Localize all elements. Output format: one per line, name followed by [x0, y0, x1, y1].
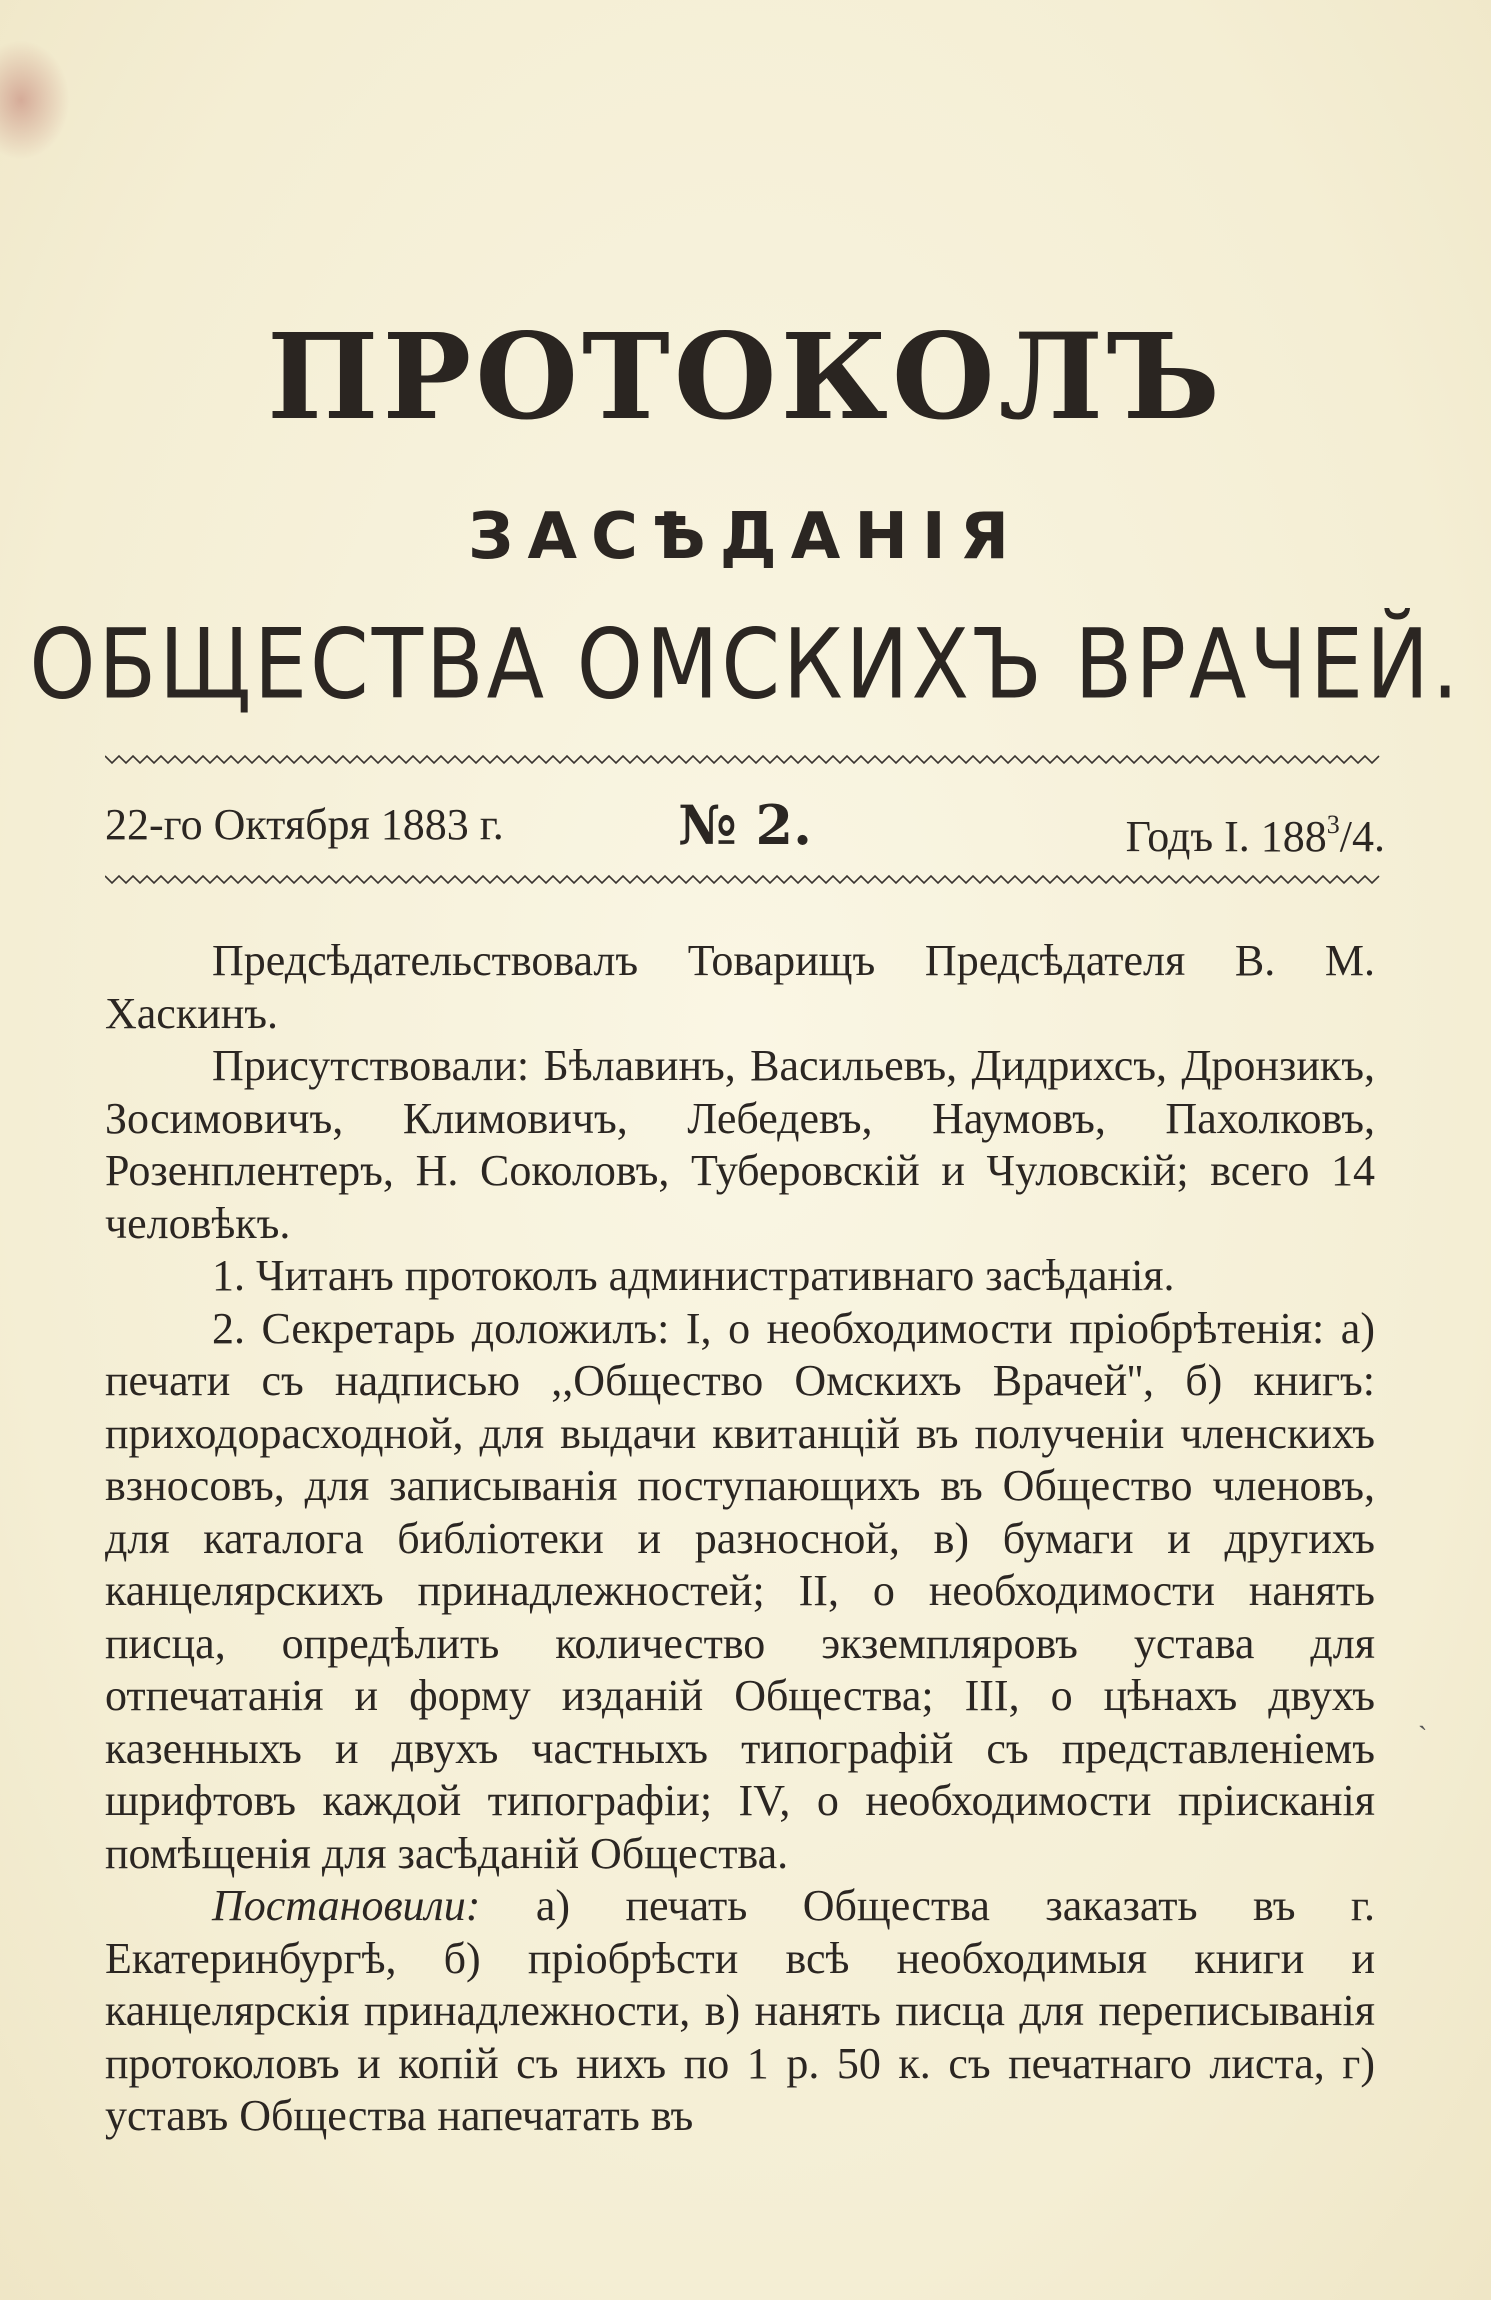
paragraph-resolution: [105, 1880, 1375, 2143]
wavy-rule-bottom: [105, 872, 1385, 888]
document-subtitle: ЗАСѢДАНІЯ: [468, 500, 1023, 574]
paragraph-item-2: 2. Секретарь доложилъ: I, о необходимости пріобрѣтенія: а) печати съ надписью ,,Общество Омскихъ Врачей'', б) книгъ: приходорасходной, для выдачи квитанцій въ полученіи членскихъ взносовъ, для записыванія поступающихъ въ Общество членовъ, для каталога библіотеки и разносной, в) бумаги и другихъ канцелярскихъ принадлежностей; II, о необходимости нанять писца, опредѣлить количество экземпляровъ устава для отпечатанія и форму изданій Общества; III, о цѣнахъ двухъ казенныхъ и двухъ частныхъ типографій съ представленіемъ шрифтовъ каждой типографіи; IV, о необходимости пріисканія помѣщенія для засѣданій Общества.: [105, 1303, 1375, 1878]
paragraph-item-1: 1. Читанъ протоколъ административнаго засѣданія.: [212, 1251, 1175, 1300]
society-name: ОБЩЕСТВА ОМСКИХЪ ВРАЧЕЙ.: [29, 607, 1462, 721]
protocol-body: [105, 935, 1375, 2143]
year-sup: 3: [1326, 810, 1340, 839]
margin-mark: ˎ: [1418, 1700, 1428, 1731]
resolution-label: Постановили:: [212, 1881, 481, 1930]
wavy-rule-top: [105, 752, 1385, 768]
resolution-text: а) печать Общества заказать въ г. Екатеринбургѣ, б) пріобрѣсти всѣ необходимыя книги и канцелярскія принадлежности, в) нанять писца для переписыванія протоколовъ и копій съ нихъ по 1 р. 50 к. съ печатнаго листа, г) уставъ Общества напечатать въ: [105, 1881, 1375, 2140]
document-title: ПРОТОКОЛЪ: [267, 307, 1224, 446]
paragraph-attendees: Присутствовали: Бѣлавинъ, Васильевъ, Дидрихсъ, Дронзикъ, Зосимовичъ, Климовичъ, Лебедевъ, Наумовъ, Пахолковъ, Розенплентеръ, Н. Соколовъ, Туберовскій и Чуловскій; всего 14 человѣкъ.: [105, 1041, 1375, 1248]
issue-year: [1126, 790, 1385, 872]
year-suffix: /4.: [1339, 812, 1385, 861]
year-prefix: Годъ I. 188: [1125, 812, 1327, 861]
issue-number: № 2.: [678, 793, 812, 857]
paragraph-chair: Предсѣдательствовалъ Товарищъ Предсѣдателя В. М. Хаскинъ.: [105, 936, 1375, 1038]
meeting-date: 22-го Октября 1883 г.: [105, 800, 504, 849]
dateline: [105, 790, 1385, 860]
paper-stain: [0, 40, 70, 160]
